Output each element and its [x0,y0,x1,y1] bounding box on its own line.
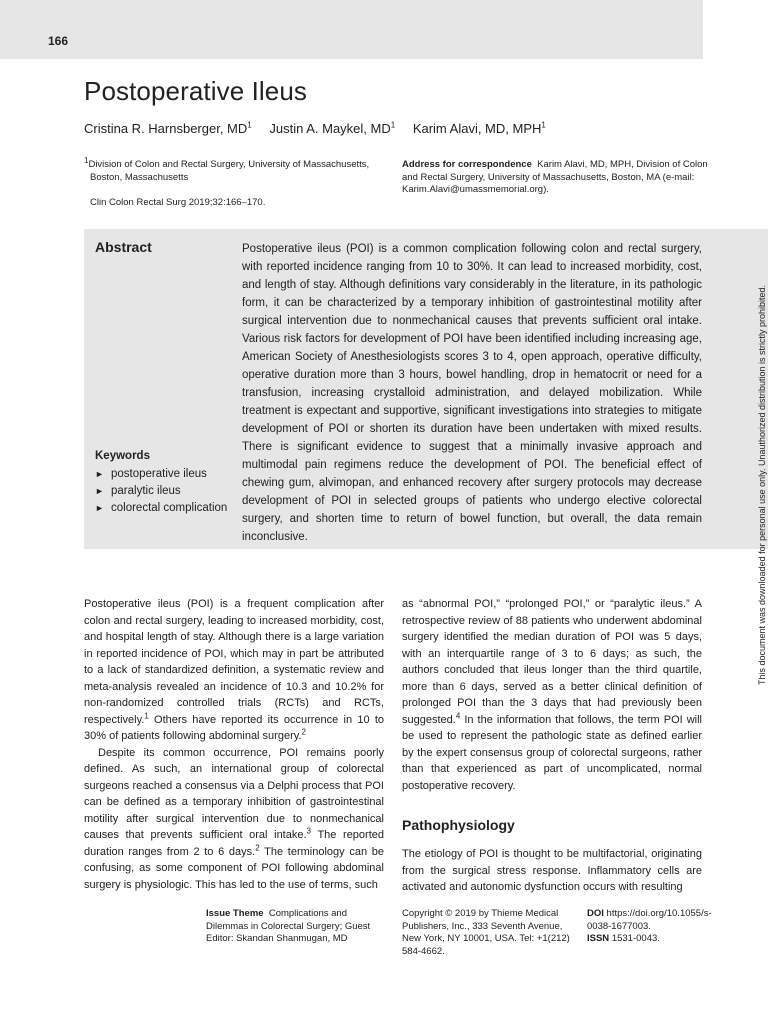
body-column-left [84,596,384,893]
body-paragraph: Despite its common occurrence, POI remains poorly defined. As such, an international group of colorectal surgeons reached a consensus via a Delphi process that POI can be defined as a temporary inhibition of gastrointestinal motility after surgical intervention due to nonmechanical causes that prevents sufficient oral intake.$^3$ The reported duration ranges from 2 to 6 days.$^2$ The terminology can be confusing, as some component of POI following abdominal surgery is physiologic. This has led to the use of terms, such [84,746,384,891]
footer-identifiers [587,908,717,946]
page-number: 166 [48,34,69,48]
bullet-arrow-icon: ► [95,503,104,514]
author-affiliation-mark: 1 [390,120,396,130]
issue-theme-label: Issue Theme [206,908,264,919]
correspondence-label: Address for correspondence [402,159,532,170]
footer-copyright: Copyright © 2019 by Thieme Medical Publishers, Inc., 333 Seventh Avenue, New York, NY 10001, USA. Tel: +1(212) 584-4662. [402,908,570,957]
issue-theme-text: Complications and Dilemmas in Colorectal Surgery; Guest Editor: Skandan Shanmugan, MD [206,908,371,944]
body-paragraph: as “abnormal POI,” “prolonged POI,” or “paralytic ileus.” A retrospective review of 88 patients who underwent abdominal surgery identified the median duration of POI was 5 days, with an interquartile range of 3 to 6 days; as such, the authors concluded that ileus longer than the third quartile, more than 6 days, served as a better clinical definition of prolonged POI than the 3 days that had previously been suggested.$^4$ In the information that follows, the term POI will be used to represent the pathologic state as defined earlier by the expert consensus group of colorectal surgeons, rather than that experienced as part of uncomplicated, normal postoperative recovery. [402,598,702,792]
abstract-heading: Abstract [95,239,152,255]
header-bar [0,0,703,59]
reference-mark: 4 [455,710,461,720]
doi-label: DOI [587,908,604,919]
issn-label: ISSN [587,933,610,944]
reference-mark: 2 [301,727,306,737]
keywords-list [95,466,235,518]
body-paragraph: The etiology of POI is thought to be multifactorial, originating from the surgical stress response. Inflammatory cells are activated and autonomic dysfunction occurs with resulting [402,848,702,893]
article-title: Postoperative Ileus [84,76,308,106]
author-name: Justin A. Maykel, MD [269,121,391,136]
issn-value: 1531-0043. [611,933,660,944]
keyword-item [95,483,235,500]
author-list [84,121,546,136]
doi-link[interactable]: https://doi.org/10.1055/s-0038-1677003. [587,908,712,932]
keyword-text: postoperative ileus [111,468,207,480]
journal-citation: Clin Colon Rectal Surg 2019;32:166–170. [90,197,266,208]
body-column-right [402,596,702,896]
author-name: Karim Alavi, MD, MPH [412,121,542,136]
correspondence [402,159,708,197]
keywords-heading: Keywords [95,450,150,462]
keyword-item [95,466,235,483]
author-affiliation-mark: 1 [541,120,546,130]
body-paragraph: Postoperative ileus (POI) is a frequent complication after colon and rectal surgery, leading to increased morbidity, cost, and hospital length of stay. Although there is a large variation in reported incidence of POI, which may in part be attributed to a lack of standardized definition, a systematic review and meta-analysis revealed an incidence of 10.3 and 10.2% for non-randomized controlled trials (RCTs) and RCTs, respectively.$^1$ Others have reported its occurrence in 10 to 30% of patients following abdominal surgery.$^2$ [84,598,384,742]
affiliation [84,155,389,184]
side-disclaimer-text: This document was downloaded for personal use only. Unauthorized distribution is strictly prohibited. [757,284,767,685]
bullet-arrow-icon: ► [95,486,104,497]
side-disclaimer [757,285,768,685]
correspondence-text: Karim Alavi, MD, MPH, Division of Colon and Rectal Surgery, University of Massachusetts, Boston, MA (e-mail: Karim.Alavi@umassmemorial.org). [402,159,708,195]
bullet-arrow-icon: ► [95,469,104,479]
author-affiliation-mark: 1 [247,120,252,130]
author-name: Cristina R. Harnsberger, MD [84,121,248,136]
abstract-text: Postoperative ileus (POI) is a common complication following colon and rectal surgery, with reported incidence ranging from 10 to 30%. It can lead to increased morbidity, cost, and length of stay. Although definitions vary considerably in the literature, in its pathologic form, it can be characterized by a temporary inhibition of gastrointestinal motility after surgical intervention due to nonmechanical causes that prevents sufficient oral intake. Various risk factors for development of POI have been identified including increasing age, American Society of Anesthesiologists scores 3 to 4, open approach, operative difficulty, operative duration more than 3 hours, bowel handling, drop in hematocrit or need for a transfusion, increasing crystalloid administration, and delayed mobilization. While treatment is expectant and supportive, significant investigations into strategies to mitigate development of POI or shorten its duration have been undertaken with mixed results. There is significant evidence to suggest that a minimally invasive approach and multimodal pain regimens reduce the development of POI. The beneficial effect of chewing gum, alvimopan, and enhanced recovery after surgery protocols may decrease development of POI in selected groups of patients who undergo elective colorectal surgery, and shorten time to return of bowel function, but overall, the data remain inconclusive. [242,243,702,543]
footer-issue-theme [206,908,386,946]
keyword-item [95,500,235,517]
reference-mark: 1 [144,710,149,720]
keyword-text: colorectal complication [111,502,228,515]
affiliation-text: Division of Colon and Rectal Surgery, University of Massachusetts, Boston, Massachusetts [88,159,370,183]
reference-mark: 2 [255,842,260,852]
reference-mark: 3 [306,826,311,836]
section-heading: Pathophysiology [402,817,515,833]
affiliation-mark: 1 [84,155,89,165]
keyword-text: paralytic ileus [111,485,181,498]
